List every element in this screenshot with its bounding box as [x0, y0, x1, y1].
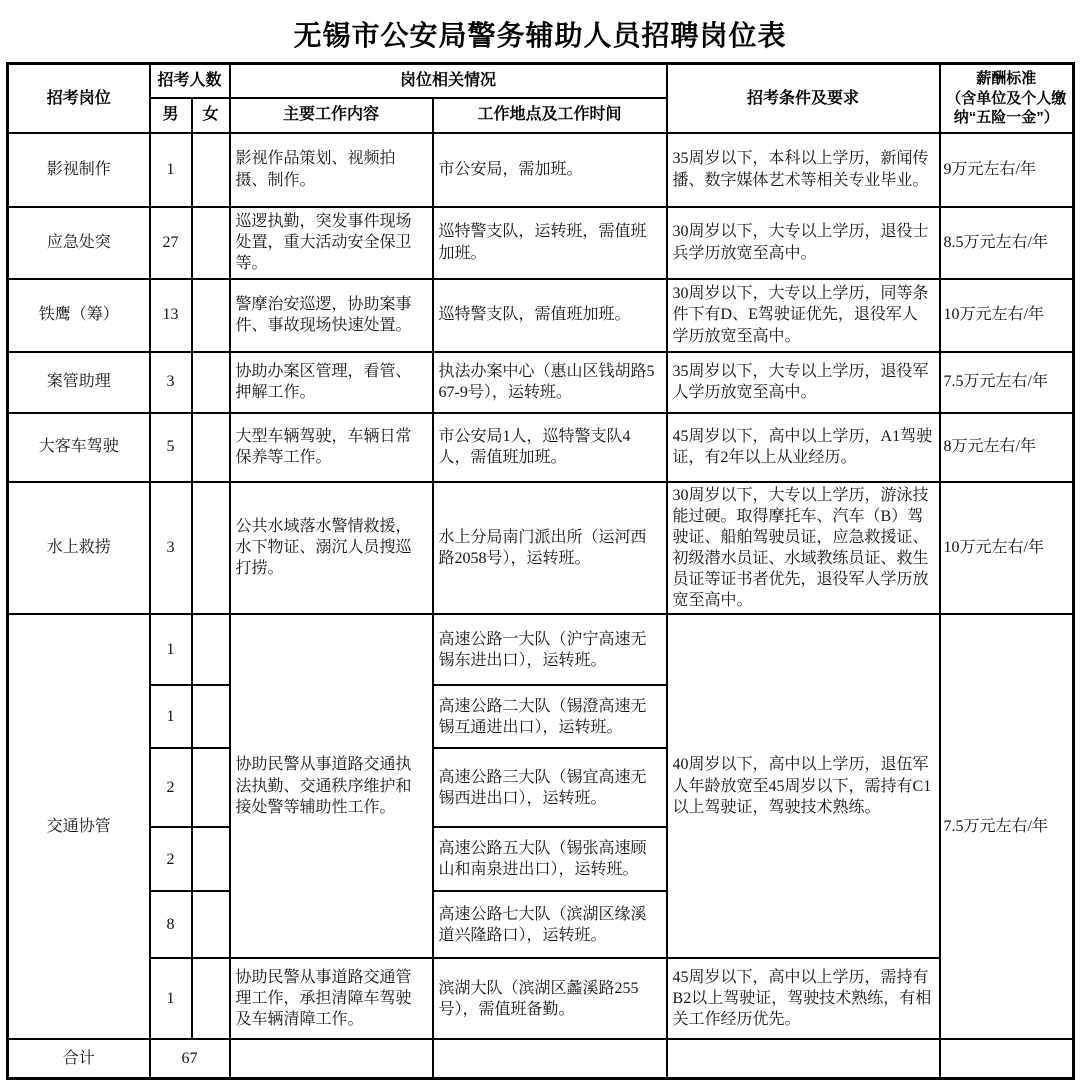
cell-work-content: 公共水域落水警情救援，水下物证、溺沉人员搜巡打捞。 [230, 482, 433, 615]
cell-requirements: 30周岁以下，大专以上学历，退役士兵学历放宽至高中。 [667, 207, 940, 279]
cell-requirements: 35周岁以下，大专以上学历，退役军人学历放宽至高中。 [667, 352, 940, 413]
cell-work-content: 大型车辆驾驶，车辆日常保养等工作。 [230, 413, 433, 482]
cell-male-count: 1 [150, 614, 192, 685]
cell-female-count [192, 685, 230, 748]
cell-salary: 10万元左右/年 [940, 279, 1074, 352]
cell-requirements: 30周岁以下，大专以上学历，游泳技能过硬。取得摩托车、汽车（B）驾驶证、船舶驾驶员证，应急救援证、初级潜水员证、水域教练员证、救生员证等证书者优先，退役军人学历放宽至高中。 [667, 482, 940, 615]
table-row [8, 413, 1074, 482]
cell-female-count [192, 413, 230, 482]
cell-position: 案管助理 [8, 352, 150, 413]
header-salary-line1: 薪酬标准 [976, 70, 1037, 87]
total-empty-requirements [667, 1039, 940, 1078]
cell-work-content: 协助办案区管理，看管、押解工作。 [230, 352, 433, 413]
cell-position: 影视制作 [8, 133, 150, 207]
cell-female-count [192, 207, 230, 279]
cell-female-count [192, 614, 230, 685]
header-recruit-count: 招考人数 [150, 64, 230, 98]
total-count: 67 [150, 1039, 230, 1078]
cell-work-location: 水上分局南门派出所（运河西路2058号），运转班。 [433, 482, 667, 615]
cell-work-location: 执法办案中心（惠山区钱胡路567-9号），运转班。 [433, 352, 667, 413]
cell-work-location: 高速公路七大队（滨湖区缘溪道兴隆路口），运转班。 [433, 891, 667, 958]
cell-work-content: 警摩治安巡逻，协助案事件、事故现场快速处置。 [230, 279, 433, 352]
cell-female-count [192, 748, 230, 827]
cell-female-count [192, 279, 230, 352]
cell-work-location: 高速公路二大队（锡澄高速无锡互通进出口），运转班。 [433, 685, 667, 748]
header-requirements: 招考条件及要求 [667, 64, 940, 133]
table-row [8, 958, 1074, 1039]
cell-female-count [192, 891, 230, 958]
total-empty-content [230, 1039, 433, 1078]
cell-female-count [192, 958, 230, 1039]
table-row [8, 279, 1074, 352]
cell-salary: 7.5万元左右/年 [940, 352, 1074, 413]
cell-male-count: 27 [150, 207, 192, 279]
header-salary [940, 64, 1074, 133]
cell-male-count: 2 [150, 748, 192, 827]
table-row [8, 207, 1074, 279]
cell-work-location: 高速公路一大队（沪宁高速无锡东进出口），运转班。 [433, 614, 667, 685]
cell-requirements: 40周岁以下，高中以上学历，退伍军人年龄放宽至45周岁以下，需持有C1以上驾驶证，驾驶技术熟练。 [667, 614, 940, 958]
total-label: 合计 [8, 1039, 150, 1078]
cell-work-content: 协助民警从事道路交通管理工作，承担清障车驾驶及车辆清障工作。 [230, 958, 433, 1039]
cell-male-count: 2 [150, 827, 192, 891]
cell-requirements: 30周岁以下，大专以上学历，同等条件下有D、E驾驶证优先，退役军人学历放宽至高中。 [667, 279, 940, 352]
cell-work-content: 影视作品策划、视频拍摄、制作。 [230, 133, 433, 207]
header-job-info: 岗位相关情况 [230, 64, 667, 98]
cell-male-count: 1 [150, 133, 192, 207]
header-female: 女 [192, 98, 230, 133]
page-title: 无锡市公安局警务辅助人员招聘岗位表 [293, 21, 787, 52]
cell-requirements: 45周岁以下，高中以上学历，A1驾驶证，有2年以上从业经历。 [667, 413, 940, 482]
header-salary-line2: （含单位及个人缴纳“五险一金”） [946, 89, 1067, 126]
header-row-1 [8, 64, 1074, 98]
table-row [8, 614, 1074, 685]
header-work-location: 工作地点及工作时间 [433, 98, 667, 133]
cell-work-location: 高速公路五大队（锡张高速顾山和南泉进出口），运转班。 [433, 827, 667, 891]
cell-female-count [192, 482, 230, 615]
cell-requirements: 35周岁以下，本科以上学历，新闻传播、数字媒体艺术等相关专业毕业。 [667, 133, 940, 207]
cell-work-content: 巡逻执勤，突发事件现场处置，重大活动安全保卫等。 [230, 207, 433, 279]
cell-salary: 8.5万元左右/年 [940, 207, 1074, 279]
cell-work-location: 滨湖大队（滨湖区蠡溪路255号），需值班备勤。 [433, 958, 667, 1039]
cell-male-count: 8 [150, 891, 192, 958]
cell-position: 水上救捞 [8, 482, 150, 615]
table-row [8, 352, 1074, 413]
cell-salary: 7.5万元左右/年 [940, 614, 1074, 1039]
job-table [6, 62, 1075, 1080]
header-position: 招考岗位 [8, 64, 150, 133]
cell-position: 铁鹰（筹） [8, 279, 150, 352]
cell-salary: 8万元左右/年 [940, 413, 1074, 482]
cell-female-count [192, 133, 230, 207]
cell-male-count: 5 [150, 413, 192, 482]
table-row [8, 133, 1074, 207]
cell-work-content: 协助民警从事道路交通执法执勤、交通秩序维护和接处警等辅助性工作。 [230, 614, 433, 958]
cell-requirements: 45周岁以下，高中以上学历，需持有B2以上驾驶证，驾驶技术熟练，有相关工作经历优先。 [667, 958, 940, 1039]
cell-male-count: 1 [150, 685, 192, 748]
cell-work-location: 巡特警支队，运转班，需值班加班。 [433, 207, 667, 279]
cell-position: 交通协管 [8, 614, 150, 1039]
cell-male-count: 3 [150, 482, 192, 615]
cell-work-location: 高速公路三大队（锡宜高速无锡西进出口），运转班。 [433, 748, 667, 827]
cell-work-location: 巡特警支队，需值班加班。 [433, 279, 667, 352]
cell-work-location: 市公安局，需加班。 [433, 133, 667, 207]
cell-position: 大客车驾驶 [8, 413, 150, 482]
total-row [8, 1039, 1074, 1078]
total-empty-location [433, 1039, 667, 1078]
cell-male-count: 1 [150, 958, 192, 1039]
cell-salary: 10万元左右/年 [940, 482, 1074, 615]
cell-position: 应急处突 [8, 207, 150, 279]
header-work-content: 主要工作内容 [230, 98, 433, 133]
cell-male-count: 13 [150, 279, 192, 352]
total-empty-salary [940, 1039, 1074, 1078]
cell-female-count [192, 352, 230, 413]
cell-salary: 9万元左右/年 [940, 133, 1074, 207]
header-male: 男 [150, 98, 192, 133]
cell-female-count [192, 827, 230, 891]
table-row [8, 482, 1074, 615]
cell-work-location: 市公安局1人，巡特警支队4人，需值班加班。 [433, 413, 667, 482]
cell-male-count: 3 [150, 352, 192, 413]
